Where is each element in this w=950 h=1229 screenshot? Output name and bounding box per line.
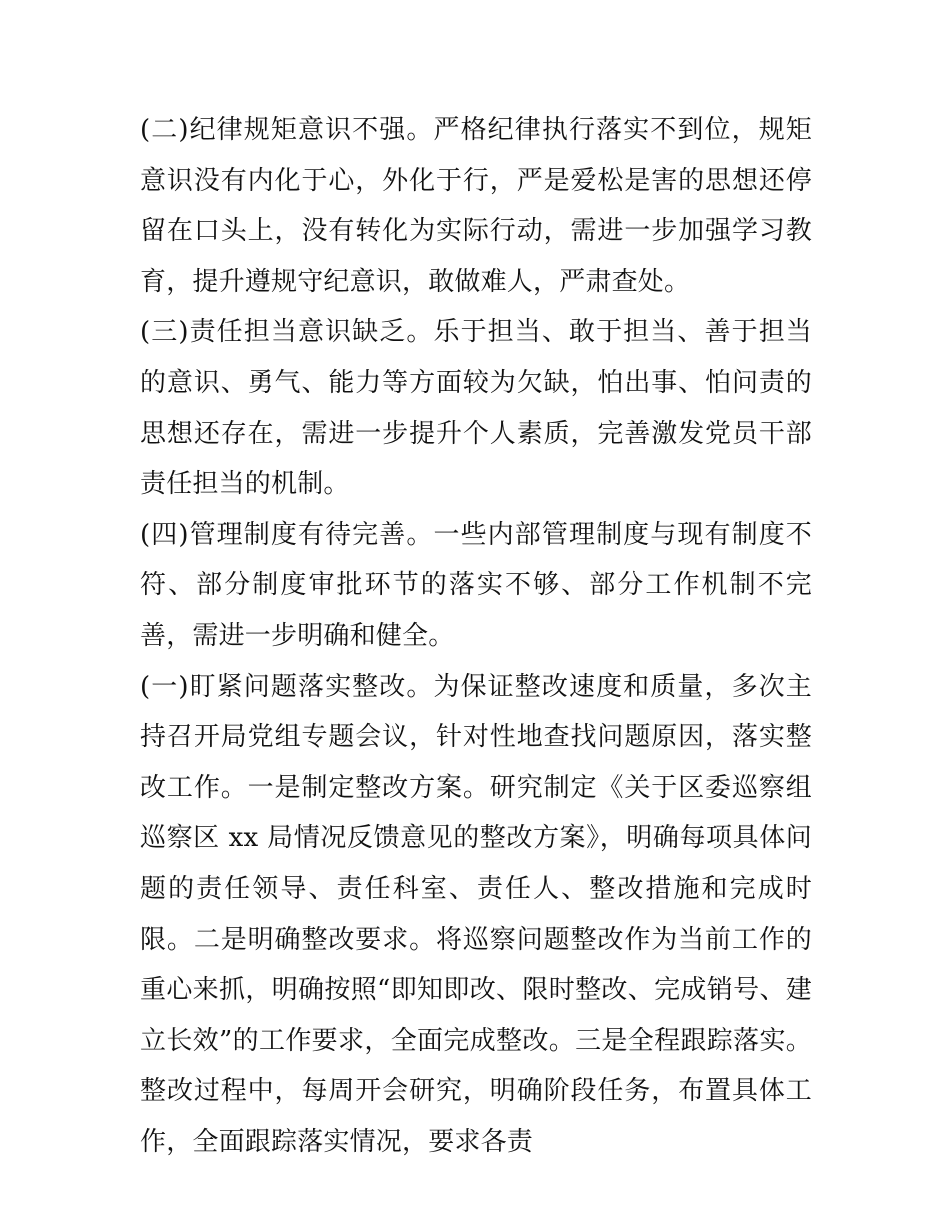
paragraph-responsibility: (三)责任担当意识缺乏。乐于担当、敢于担当、善于担当的意识、勇气、能力等方面较为欠缺，怕出事、怕问责的思想还存在，需进一步提升个人素质，完善激发党员干部责任担当的机制。 xyxy=(140,317,812,500)
document-body xyxy=(140,105,812,1167)
paragraph-management: (四)管理制度有待完善。一些内部管理制度与现有制度不符、部分制度审批环节的落实不够、部分工作机制不完善，需进一步明确和健全。 xyxy=(140,519,812,651)
paragraph-rectification: (一)盯紧问题落实整改。为保证整改速度和质量，多次主持召开局党组专题会议，针对性地查找问题原因，落实整改工作。一是制定整改方案。研究制定《关于区委巡察组巡察区 xx 局情况反馈意见的整改方案》，明确每项具体问题的责任领导、责任科室、责任人、整改措施和完成时限。二是明确整改要求。将巡察问题整改作为当前工作的重心来抓，明确按照“即知即改、限时整改、完成销号、建立长效”的工作要求，全面完成整改。三是全程跟踪落实。整改过程中，每周开会研究，明确阶段任务，布置具体工作，全面跟踪落实情况，要求各责 xyxy=(140,671,812,1157)
paragraph-discipline: (二)纪律规矩意识不强。严格纪律执行落实不到位，规矩意识没有内化于心，外化于行，严是爱松是害的思想还停留在口头上，没有转化为实际行动，需进一步加强学习教育，提升遵规守纪意识，敢做难人，严肃查处。 xyxy=(140,115,812,297)
